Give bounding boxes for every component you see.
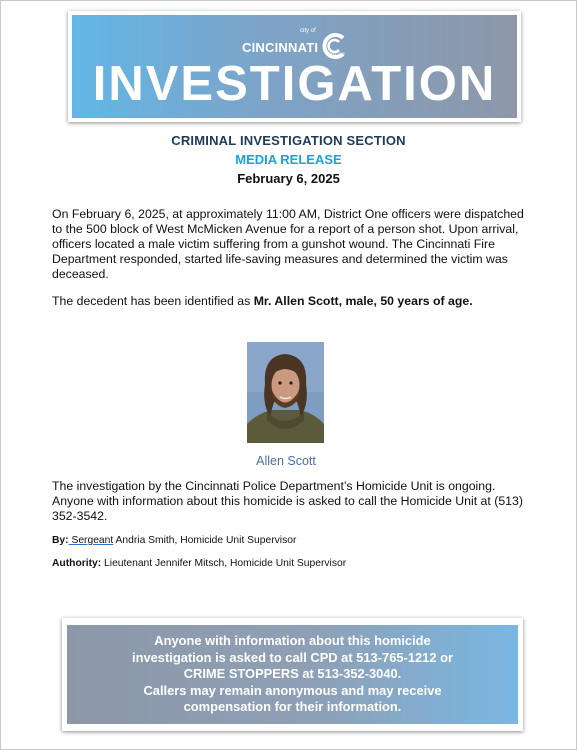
byline-rank: Sergeant [68, 535, 114, 546]
callout-line-3: CRIME STOPPERS at 513-352-3040. [183, 666, 402, 682]
callout-box [67, 625, 518, 724]
authority-label: Authority: [52, 558, 102, 569]
logo-police-text: POLICE [328, 51, 346, 56]
decedent-identity: Mr. Allen Scott, male, 50 years of age. [253, 294, 473, 308]
logo-city-of: city of [300, 28, 316, 34]
callout-line-5: compensation for their information. [183, 699, 402, 715]
crime-stoppers-callout [62, 618, 523, 731]
banner-background [72, 15, 517, 118]
banner-title: INVESTIGATION [92, 57, 497, 111]
victim-photo-image [247, 342, 324, 443]
investigation-banner [68, 11, 521, 122]
section-heading: CRIMINAL INVESTIGATION SECTION [171, 133, 406, 148]
victim-photo [247, 342, 324, 443]
authority-line [52, 558, 346, 569]
callout-line-4: Callers may remain anonymous and may receive [143, 682, 442, 698]
byline-label: By: [52, 535, 69, 546]
byline [52, 535, 296, 546]
logo-city-name: CINCINNATI [242, 39, 319, 55]
authority-name: Lieutenant Jennifer Mitsch, Homicide Unit Supervisor [101, 558, 347, 569]
incident-paragraph: On February 6, 2025, at approximately 11:00 AM, District One officers were dispatched to the 500 block of West McMicken Avenue for a report of a person shot. Upon arrival, officers located a male victim suffering from a gunshot wound. The Cincinnati Fire Department responded, started life-saving measures and determined the victim was deceased. [52, 207, 524, 281]
investigation-paragraph: The investigation by the Cincinnati Police Department’s Homicide Unit is ongoing. Anyone with information about this homicide is asked to call the Homicide Unit at (513) 352-3542. [52, 479, 523, 523]
decedent-lead-text: The decedent has been identified as [52, 294, 254, 308]
decedent-paragraph [52, 294, 537, 309]
media-release-heading: MEDIA RELEASE [235, 152, 342, 167]
callout-line-1: Anyone with information about this homicide [154, 633, 431, 649]
release-date: February 6, 2025 [237, 171, 340, 186]
byline-name: Andria Smith, Homicide Unit Supervisor [113, 535, 297, 546]
photo-caption: Allen Scott [256, 454, 316, 468]
callout-line-2: investigation is asked to call CPD at 513-765-1212 or [132, 649, 453, 665]
